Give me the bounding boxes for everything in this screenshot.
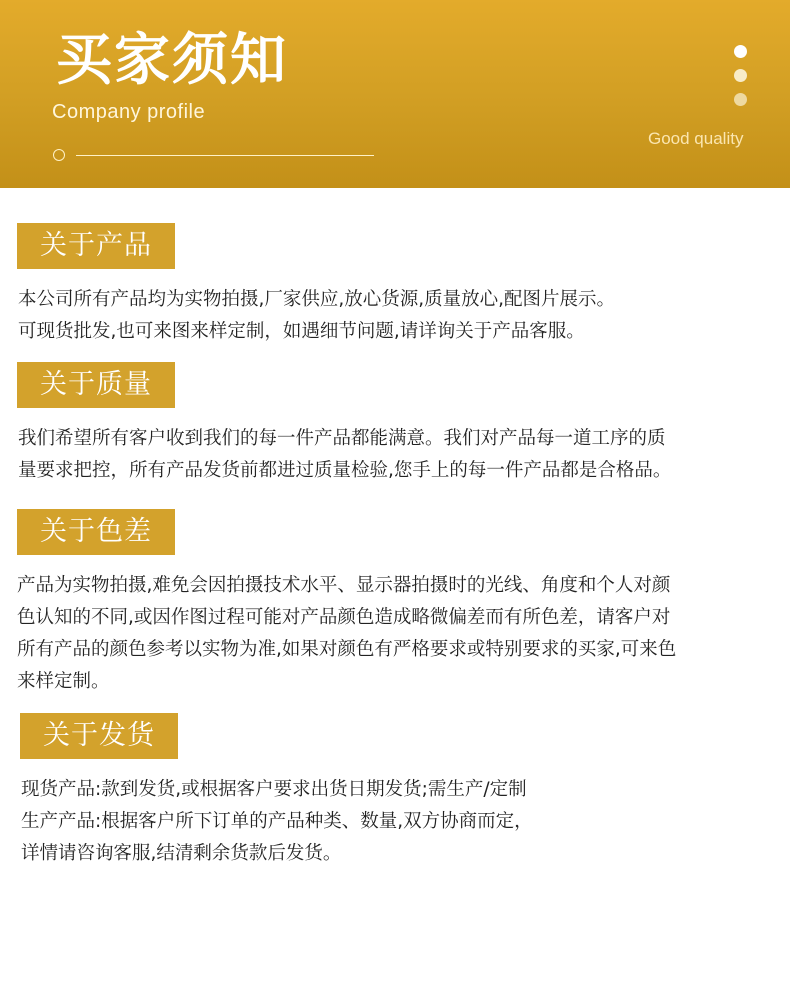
text-line: 所有产品的颜色参考以实物为准,如果对颜色有严格要求或特别要求的买家,可来色 [17, 639, 677, 660]
page-title: 买家须知 [56, 28, 288, 93]
section-heading-quality: 关于质量 [17, 362, 175, 408]
text-line: 量要求把控，所有产品发货前都进过质量检验,您手上的每一件产品都是合格品。 [18, 460, 672, 481]
text-line: 本公司所有产品均为实物拍摄,厂家供应,放心货源,质量放心,配图片展示。 [18, 289, 616, 310]
ring-icon [53, 149, 65, 161]
section-body-color [17, 570, 676, 698]
section-heading-color: 关于色差 [17, 509, 175, 555]
dot-icon [734, 69, 747, 82]
banner-subtitle: Company profile [52, 101, 206, 123]
section-body-quality [18, 423, 671, 487]
header-banner [0, 0, 790, 188]
section-body-shipping [21, 774, 533, 870]
section-heading-product: 关于产品 [17, 223, 175, 269]
text-line: 详情请咨询客服,结清剩余货款后发货。 [21, 843, 342, 864]
text-line: 来样定制。 [17, 671, 110, 692]
text-line: 可现货批发,也可来图来样定制，如遇细节问题,请详询关于产品客服。 [18, 321, 585, 342]
dot-icon [734, 45, 747, 58]
text-line: 产品为实物拍摄,难免会因拍摄技术水平、显示器拍摄时的光线、角度和个人对颜 [17, 575, 671, 596]
text-line: 生产产品:根据客户所下订单的产品种类、数量,双方协商而定， [21, 811, 533, 832]
dots-icon [734, 45, 747, 117]
section-heading-shipping: 关于发货 [20, 713, 178, 759]
text-line: 我们希望所有客户收到我们的每一件产品都能满意。我们对产品每一道工序的质 [18, 428, 666, 449]
banner-tagline: Good quality [648, 129, 744, 148]
text-line: 色认知的不同,或因作图过程可能对产品颜色造成略微偏差而有所色差，请客户对 [17, 607, 671, 628]
text-line: 现货产品:款到发货,或根据客户要求出货日期发货;需生产/定制 [21, 779, 527, 800]
section-body-product [18, 284, 615, 348]
divider-line [76, 155, 374, 156]
dot-icon [734, 93, 747, 106]
